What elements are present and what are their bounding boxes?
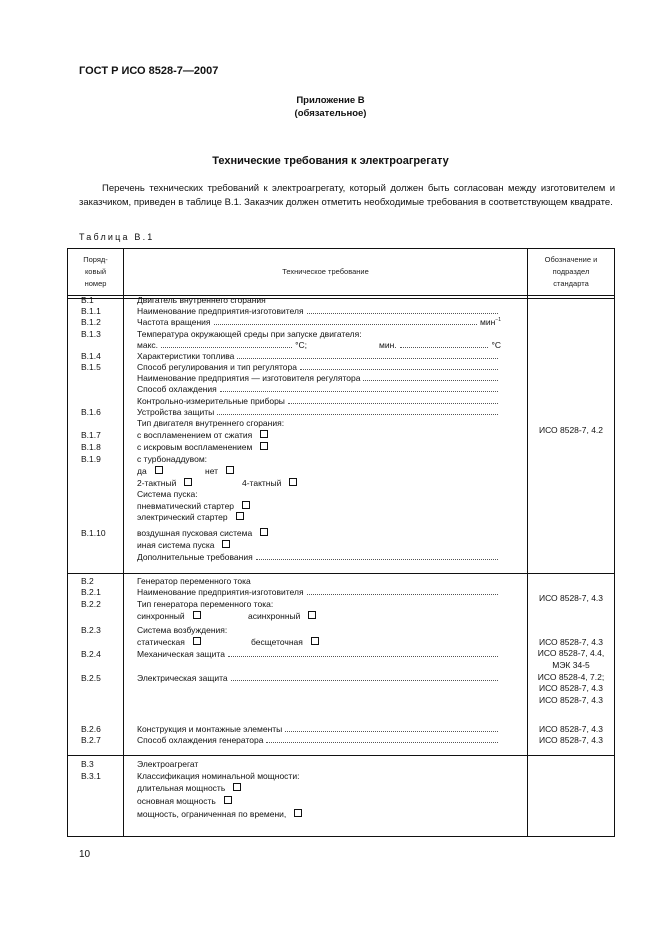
requirement-row [137, 306, 501, 316]
row-number: В.2.1 [81, 587, 101, 597]
requirement-text: Конструкция и монтажные элементы [137, 724, 283, 734]
standard-reference: ИСО 8528-4, 7.2; [537, 672, 605, 682]
checkbox[interactable] [222, 540, 230, 548]
dot-leader [220, 390, 498, 392]
requirement-text: с искровым воспламенением [137, 442, 253, 452]
checkbox[interactable] [155, 466, 163, 474]
checkbox[interactable] [294, 809, 302, 817]
dot-leader [285, 730, 498, 732]
requirement-text: Устройства защиты [137, 407, 215, 417]
row-number: В.1.2 [81, 317, 101, 327]
requirement-text: Характеристики топлива [137, 351, 235, 361]
dot-leader [214, 323, 477, 325]
standard-reference: ИСО 8528-7, 4.3 [538, 724, 604, 734]
section-title: Технические требования к электроагрегату [212, 155, 449, 167]
requirement-text: Частота вращения [137, 317, 211, 327]
requirement-text: синхронный [137, 611, 185, 621]
requirement-text: Контрольно-измерительные приборы [137, 396, 285, 406]
requirement-text: мощность, ограниченная по времени, [137, 809, 287, 819]
requirement-text: иная система пуска [137, 540, 215, 550]
requirement-row [137, 528, 501, 538]
requirement-text: статическая [137, 637, 185, 647]
requirement-part [137, 295, 266, 305]
row-number: В.1.8 [81, 442, 101, 452]
checkbox[interactable] [236, 512, 244, 520]
row-number: В.2 [81, 576, 94, 586]
requirement-text: 2-тактный [137, 478, 177, 488]
requirement-row [137, 540, 501, 550]
requirement-part [242, 478, 297, 488]
requirement-text: электрический стартер [137, 512, 228, 522]
requirement-row [137, 489, 501, 499]
row-number: В.3 [81, 759, 94, 769]
dot-leader [307, 593, 498, 595]
requirement-text: Электрическая защита [137, 673, 228, 683]
checkbox[interactable] [242, 501, 250, 509]
requirement-part [137, 501, 250, 511]
requirement-text: Способ охлаждения [137, 384, 217, 394]
requirement-text: с турбонаддувом: [137, 454, 208, 464]
requirement-text: Температура окружающей среды при запуске двигателя: [137, 329, 362, 339]
requirement-row [137, 329, 501, 339]
requirement-row [137, 552, 501, 562]
row-number: В.2.5 [81, 673, 101, 683]
requirement-text: Дополнительные требования [137, 552, 253, 562]
requirement-row [137, 384, 501, 394]
requirement-row [137, 295, 501, 305]
standard-reference: ИСО 8528-7, 4.3 [538, 593, 604, 603]
requirement-text: Тип генератора переменного тока: [137, 599, 274, 609]
requirement-part [137, 796, 232, 806]
requirement-text: асинхронный [248, 611, 301, 621]
requirement-text: Наименование предприятия-изготовителя [137, 306, 304, 316]
row-number: В.3.1 [81, 771, 101, 781]
requirement-row [137, 442, 501, 452]
requirement-text: Система пуска: [137, 489, 198, 499]
page-number: 10 [79, 849, 91, 860]
requirement-part [137, 724, 501, 734]
requirement-row [137, 340, 501, 350]
requirement-part [137, 528, 268, 538]
requirement-part [137, 673, 501, 683]
requirement-row [137, 407, 501, 417]
dot-leader [288, 402, 498, 404]
row-number: В.1.4 [81, 351, 101, 361]
intro-paragraph: Перечень технических требований к электроагрегату, который должен быть согласован между изготовителем и заказчиком, приведен в таблице В.1. Заказчик должен отметить необходимые требования в соответствующем квадрате. [79, 183, 615, 208]
requirement-part [137, 599, 273, 609]
standard-reference: ИСО 8528-7, 4.4, [537, 648, 605, 658]
requirement-part [137, 478, 192, 488]
requirement-part [137, 340, 307, 350]
requirement-row [137, 396, 501, 406]
requirement-row [137, 796, 501, 806]
standard-reference: ИСО 8528-7, 4.3 [538, 637, 604, 647]
row-number: В.1 [81, 295, 94, 305]
requirement-row [137, 599, 501, 609]
checkbox[interactable] [308, 611, 316, 619]
requirement-text: Система возбуждения: [137, 625, 228, 635]
requirement-row [137, 373, 501, 383]
checkbox[interactable] [260, 430, 268, 438]
requirement-part [137, 735, 501, 745]
requirement-text: Тип двигателя внутреннего сгорания: [137, 418, 285, 428]
unit-label: мин$^{-1}$ [480, 317, 501, 327]
requirement-row [137, 759, 501, 769]
requirement-row [137, 576, 501, 586]
requirement-text: мин. [379, 340, 397, 350]
requirement-part [137, 317, 501, 327]
appendix-status: (обязательное) [294, 108, 367, 119]
requirement-row [137, 611, 501, 621]
dot-leader [363, 379, 498, 381]
requirement-row [137, 454, 501, 464]
requirement-text: Классификация номинальной мощности: [137, 771, 300, 781]
requirement-part [137, 783, 241, 793]
requirement-row [137, 724, 501, 734]
requirement-row [137, 771, 501, 781]
row-number: В.2.3 [81, 625, 101, 635]
row-number: В.1.3 [81, 329, 101, 339]
checkbox[interactable] [289, 478, 297, 486]
requirement-part [137, 306, 501, 316]
requirement-text: длительная мощность [137, 783, 226, 793]
dot-leader [300, 368, 498, 370]
requirement-text: Электроагрегат [137, 759, 199, 769]
requirement-row [137, 673, 501, 683]
requirement-row [137, 809, 501, 819]
dot-leader [266, 741, 498, 743]
standard-reference: ИСО 8528-7, 4.3 [538, 695, 604, 705]
requirement-text: Способ охлаждения генератора [137, 735, 264, 745]
requirement-text: Наименование предприятия — изготовителя регулятора [137, 373, 361, 383]
requirement-row [137, 587, 501, 597]
requirement-text: да [137, 466, 147, 476]
dot-leader [400, 346, 489, 348]
row-number: В.2.7 [81, 735, 101, 745]
dot-leader [256, 558, 498, 560]
checkbox[interactable] [193, 637, 201, 645]
document-code: ГОСТ Р ИСО 8528-7—2007 [79, 65, 219, 77]
requirement-text: воздушная пусковая система [137, 528, 253, 538]
requirement-part [137, 759, 198, 769]
unit-label: °С; [295, 340, 307, 350]
requirement-row [137, 783, 501, 793]
requirement-text: бесщеточная [251, 637, 303, 647]
row-number: В.2.6 [81, 724, 101, 734]
requirement-text: макс. [137, 340, 158, 350]
header-reference: Обозначение и подраздел стандарта [544, 255, 598, 288]
row-number: В.1.5 [81, 362, 101, 372]
requirement-text: с воспламенением от сжатия [137, 430, 253, 440]
requirement-row [137, 735, 501, 745]
requirements-table [67, 248, 615, 837]
requirement-part [137, 540, 230, 550]
row-number: В.2.2 [81, 599, 101, 609]
requirement-part [137, 576, 251, 586]
checkbox[interactable] [226, 466, 234, 474]
requirement-row [137, 637, 501, 647]
requirement-row [137, 317, 501, 327]
requirement-part [137, 611, 201, 621]
requirement-text: Наименование предприятия-изготовителя [137, 587, 304, 597]
requirement-part [137, 407, 501, 417]
appendix-title: Приложение В [296, 95, 365, 106]
requirement-part [137, 552, 501, 562]
requirement-part [137, 489, 198, 499]
requirement-part [248, 611, 316, 621]
requirement-text: пневматический стартер [137, 501, 235, 511]
requirement-part [137, 418, 284, 428]
requirement-text: Механическая защита [137, 649, 225, 659]
requirement-part [137, 329, 362, 339]
checkbox[interactable] [233, 783, 241, 791]
standard-reference: ИСО 8528-7, 4.3 [538, 683, 604, 693]
checkbox[interactable] [224, 796, 232, 804]
header-requirement: Техническое требование [282, 267, 369, 276]
requirement-text: Генератор переменного тока [137, 576, 251, 586]
requirement-part [137, 373, 501, 383]
checkbox[interactable] [193, 611, 201, 619]
checkbox[interactable] [184, 478, 192, 486]
row-number: В.1.7 [81, 430, 101, 440]
requirement-part [205, 466, 234, 476]
dot-leader [237, 357, 498, 359]
requirement-row [137, 478, 501, 488]
checkbox[interactable] [311, 637, 319, 645]
requirement-part [137, 454, 207, 464]
requirement-text: основная мощность [137, 796, 216, 806]
requirement-text: 4-тактный [242, 478, 282, 488]
requirement-part [137, 362, 501, 372]
header-number: Поряд- ковый номер [83, 255, 108, 288]
requirement-part [137, 587, 501, 597]
row-number: В.2.4 [81, 649, 101, 659]
dot-leader [307, 312, 498, 314]
requirement-part [137, 466, 163, 476]
table-caption: Таблица В.1 [79, 232, 155, 242]
requirement-part [137, 809, 302, 819]
dot-leader [161, 346, 292, 348]
requirement-part [137, 384, 501, 394]
requirement-part [379, 340, 501, 350]
row-number: В.1.6 [81, 407, 101, 417]
standard-reference: ИСО 8528-7, 4.2 [538, 425, 604, 435]
checkbox[interactable] [260, 528, 268, 536]
requirement-row [137, 418, 501, 428]
requirement-text: Способ регулирования и тип регулятора [137, 362, 297, 372]
row-number: В.1.9 [81, 454, 101, 464]
requirement-part [251, 637, 319, 647]
row-number: В.1.10 [81, 528, 106, 538]
requirement-part [137, 512, 244, 522]
requirement-text: Двигатель внутреннего сгорания [137, 295, 266, 305]
checkbox[interactable] [260, 442, 268, 450]
unit-label: °С [491, 340, 501, 350]
requirement-row [137, 362, 501, 372]
dot-leader [228, 655, 498, 657]
requirement-part [137, 396, 501, 406]
requirement-part [137, 625, 227, 635]
requirement-row [137, 430, 501, 440]
requirement-row [137, 466, 501, 476]
requirement-row [137, 649, 501, 659]
requirement-part [137, 637, 201, 647]
requirement-part [137, 351, 501, 361]
requirement-row [137, 625, 501, 635]
requirement-text: нет [205, 466, 219, 476]
standard-reference: МЭК 34-5 [552, 660, 590, 670]
requirement-part [137, 771, 299, 781]
requirement-row [137, 512, 501, 522]
requirement-part [137, 430, 268, 440]
row-number: В.1.1 [81, 306, 101, 316]
standard-reference: ИСО 8528-7, 4.3 [538, 735, 604, 745]
requirement-part [137, 649, 501, 659]
requirement-part [137, 442, 268, 452]
requirement-row [137, 351, 501, 361]
dot-leader [217, 413, 498, 415]
dot-leader [231, 679, 498, 681]
unit-superscript: −1 [495, 317, 501, 324]
requirement-row [137, 501, 501, 511]
